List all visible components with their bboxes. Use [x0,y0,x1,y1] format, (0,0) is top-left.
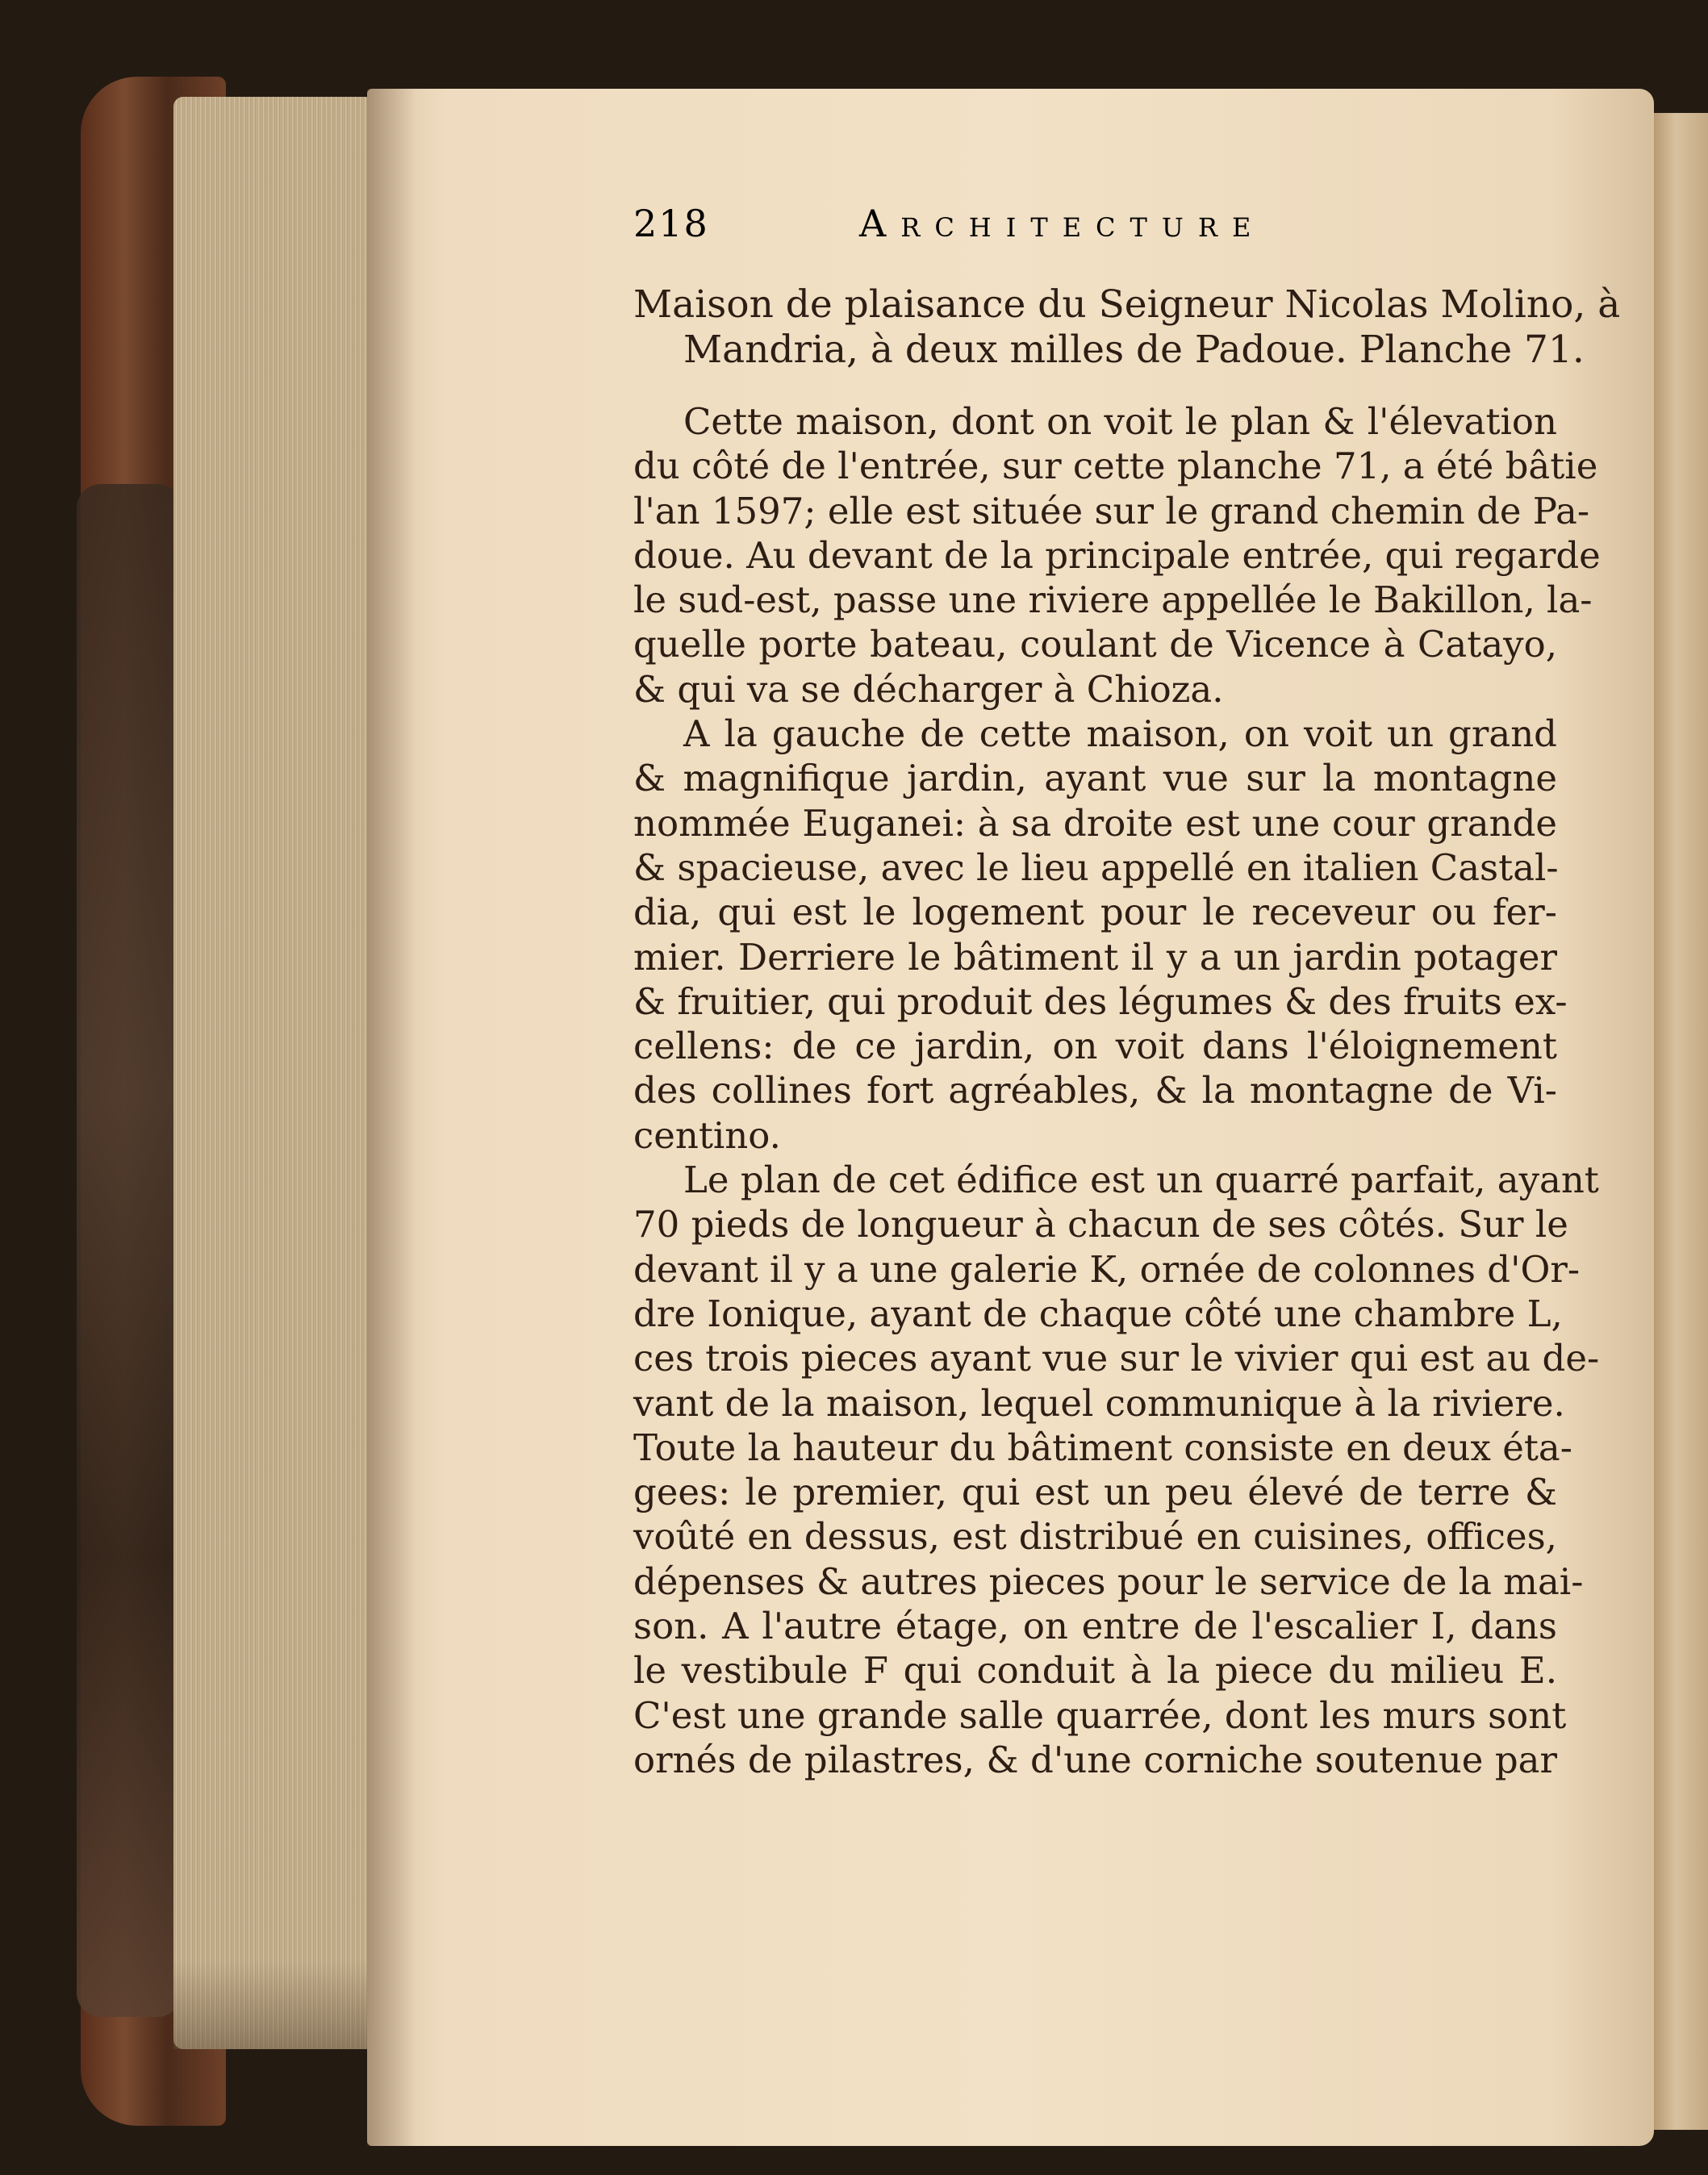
text-line: gees: le premier, qui est un peu élevé de terre & [633,1471,1557,1514]
page-block-shadow [173,1960,375,2049]
page-number: 218 [633,202,709,245]
heading-line-1: Maison de plaisance du Seigneur Nicolas Molino, à [633,282,1621,327]
heading-line-2: Mandria, à deux milles de Padoue. Planche 71. [683,328,1585,372]
running-head [633,202,1557,250]
text-line: du côté de l'entrée, sur cette planche 71, a été bâtie [633,445,1598,488]
text-line: nommée Euganei: à sa droite est une cour grande [633,801,1557,845]
text-line: dia, qui est le logement pour le receveur ou fer- [633,891,1557,934]
text-line: doue. Au devant de la principale entrée, qui regarde [633,533,1601,577]
text-line: quelle porte bateau, coulant de Vicence à Catayo, [633,623,1557,666]
text-line: & fruitier, qui produit des légumes & des fruits ex- [633,979,1568,1023]
text-line: ornés de pilastres, & d'une corniche soutenue par [633,1738,1557,1781]
text-line: dre Ionique, ayant de chaque côté une chambre L, [633,1292,1563,1335]
text-line: des collines fort agréables, & la montagne de Vi- [633,1069,1557,1113]
text-line: Toute la hauteur du bâtiment consiste en deux éta- [633,1426,1572,1469]
gutter-shadow [367,89,416,2146]
text-line: le sud-est, passe une riviere appellée le Bakillon, la- [633,578,1593,622]
section-heading [633,282,1621,373]
paragraph-2 [633,712,1568,1158]
body-text [633,399,1601,1782]
text-line: centino. [633,1113,781,1157]
running-title: Architecture [859,202,1266,245]
paragraph-3 [633,1158,1600,1782]
text-line: devant il y a une galerie K, ornée de colonnes d'Or- [633,1247,1581,1291]
text-line: cellens: de ce jardin, on voit dans l'éloignement [633,1025,1557,1068]
text-line: & spacieuse, avec le lieu appellé en italien Castal- [633,845,1559,889]
text-line: le vestibule F qui conduit à la piece du milieu E. [633,1649,1557,1693]
text-line: voûté en dessus, est distribué en cuisines, offices, [633,1515,1557,1559]
text-line: & qui va se décharger à Chioza. [633,667,1224,711]
text-line: l'an 1597; elle est située sur le grand chemin de Pa- [633,489,1590,532]
text-line: Le plan de cet édifice est un quarré parfait, ayant [683,1158,1599,1202]
text-line: 70 pieds de longueur à chacun de ses côtés. Sur le [633,1203,1568,1246]
text-line: & magnifique jardin, ayant vue sur la montagne [633,757,1557,800]
text-line: C'est une grande salle quarrée, dont les murs sont [633,1693,1567,1737]
text-line: Cette maison, dont on voit le plan & l'élevation [683,400,1557,443]
text-line: vant de la maison, lequel communique à la riviere. [633,1381,1565,1425]
text-line: dépenses & autres pieces pour le service de la mai- [633,1559,1584,1603]
paragraph-1 [633,399,1601,712]
leather-cover-texture [77,484,182,2017]
facing-page-edge [1654,113,1708,2130]
page-block-edges [173,97,375,2049]
text-line: A la gauche de cette maison, on voit un grand [683,712,1557,756]
text-line: son. A l'autre étage, on entre de l'escalier I, dans [633,1605,1557,1648]
text-line: mier. Derriere le bâtiment il y a un jardin potager [633,935,1557,979]
text-line: ces trois pieces ayant vue sur le vivier qui est au de- [633,1337,1600,1380]
